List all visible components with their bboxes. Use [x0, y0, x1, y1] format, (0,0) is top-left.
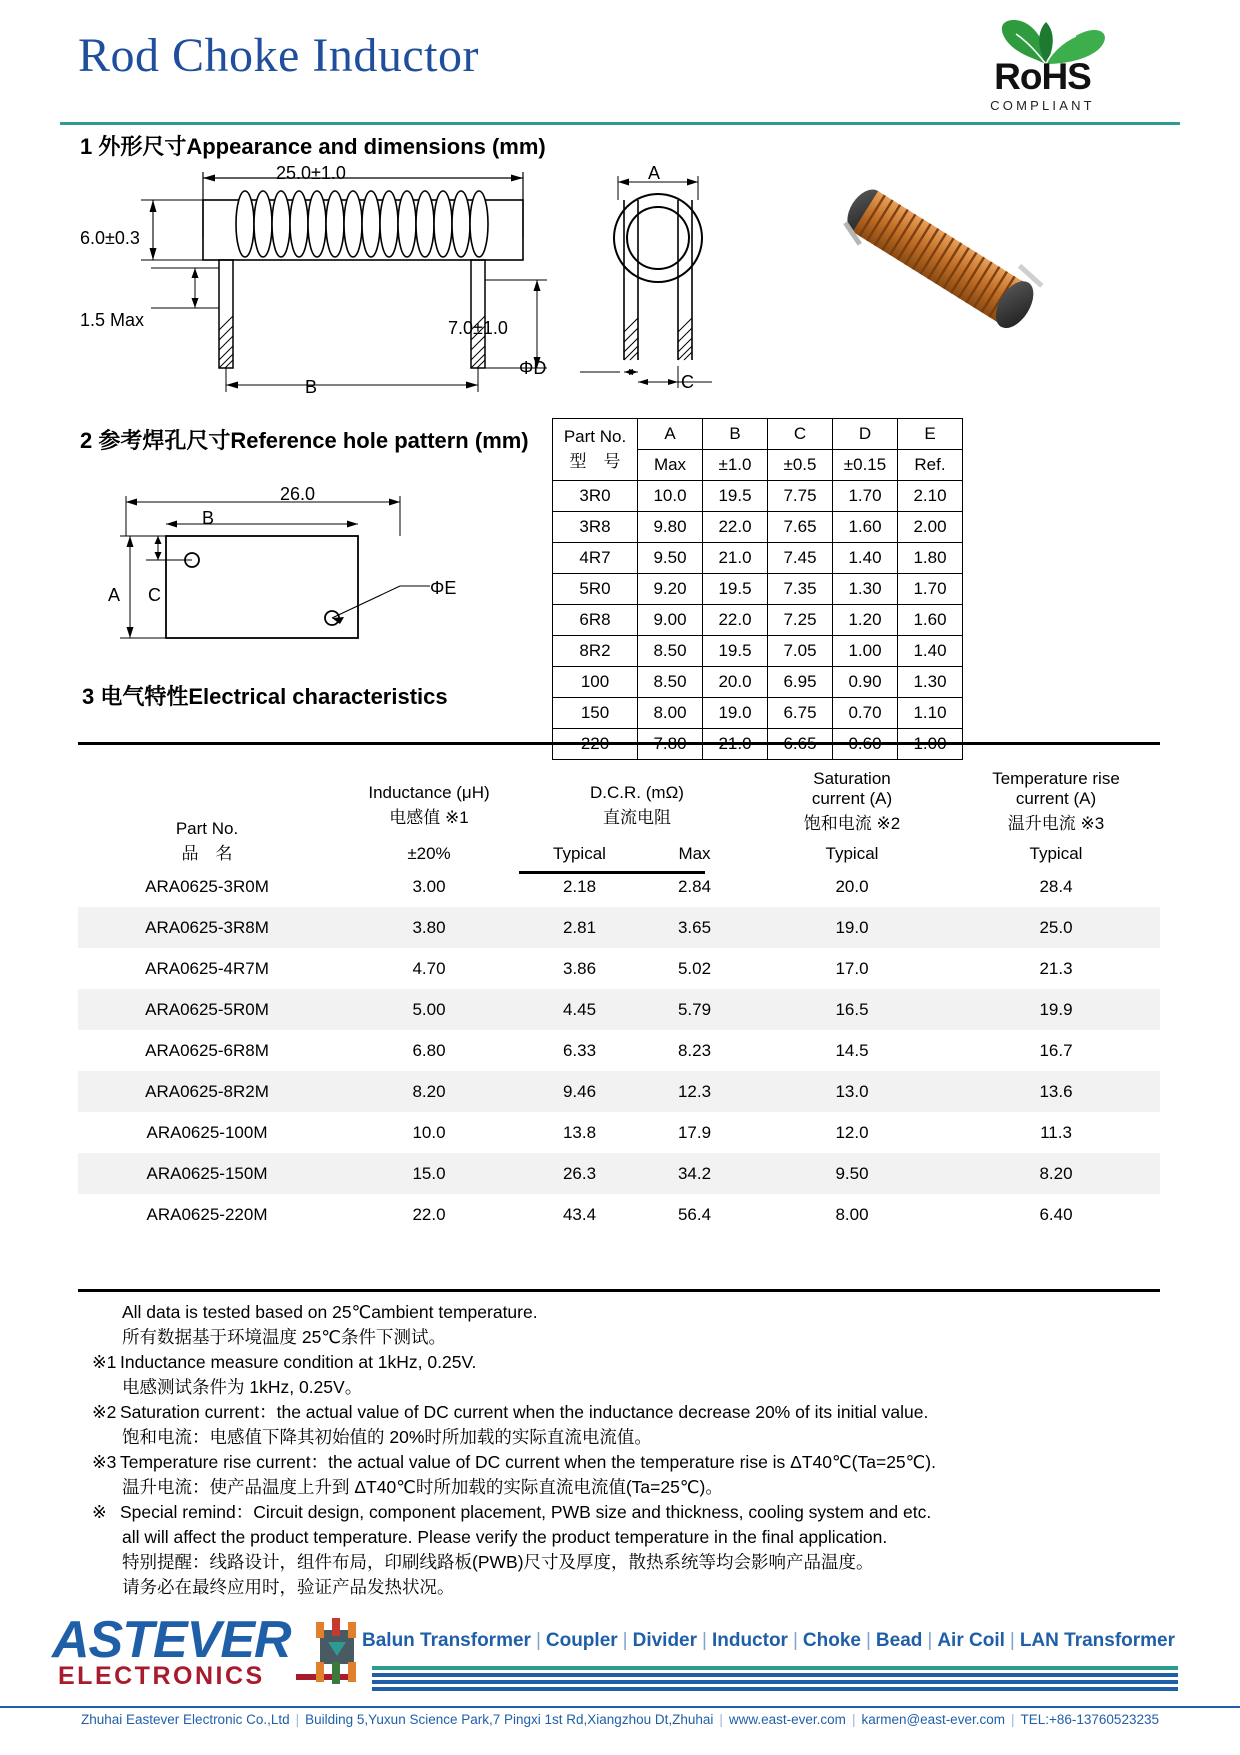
etable-header-inductance	[336, 746, 522, 866]
dim-a: 9.50	[638, 543, 703, 574]
dimtable-tol-c: ±0.5	[768, 450, 833, 481]
dim-c: 7.75	[768, 481, 833, 512]
dim-b: 22.0	[703, 605, 768, 636]
elec-dcr-typ: 13.8	[562, 1122, 597, 1142]
section-heading-hole-pattern: 2 参考焊孔尺寸Reference hole pattern (mm)	[80, 428, 529, 453]
company-email[interactable]: karmen@east-ever.com	[861, 1712, 1005, 1727]
product-balun-transformer[interactable]: Balun Transformer	[362, 1630, 531, 1651]
side-view-drawing	[580, 160, 780, 390]
dim-d: 1.00	[833, 636, 898, 667]
etable-tmp-cn: 温升电流 ※3	[1007, 814, 1105, 833]
product-bead[interactable]: Bead	[875, 1630, 923, 1651]
hole-c-label: C	[148, 585, 161, 605]
dim-e: 1.60	[898, 605, 963, 636]
etable-part-en: Part No.	[175, 819, 239, 838]
page-footer	[0, 1606, 1240, 1755]
elec-isat: 13.0	[835, 1081, 869, 1101]
dim-pn: 100	[553, 667, 638, 698]
table-row	[553, 605, 963, 636]
note-3-en: Temperature rise current：the actual value of DC current when the temperature rise is ΔT40℃(Ta=25℃).	[120, 1452, 936, 1472]
elec-irms: 19.9	[1039, 999, 1073, 1019]
product-list	[362, 1630, 1175, 1652]
etable-header-part	[78, 746, 336, 866]
divider: |	[295, 1712, 300, 1727]
elec-dcr-max: 56.4	[677, 1204, 712, 1224]
note-4-cn1: 特别提醒：线路设计，组件布局，印刷线路板(PWB)尺寸及厚度，散热系统等均会影响产品温度。	[122, 1552, 874, 1572]
elec-isat: 19.0	[835, 917, 869, 937]
product-photo	[790, 158, 1090, 358]
product-choke[interactable]: Choke	[802, 1630, 861, 1651]
dim-c: 7.25	[768, 605, 833, 636]
etable-tmp-en1: Temperature rise	[992, 769, 1120, 788]
dimtable-col-d: D	[833, 419, 898, 450]
note-1-en: Inductance measure condition at 1kHz, 0.25V.	[120, 1352, 477, 1372]
footer-divider	[0, 1706, 1240, 1708]
dim-a: 8.50	[638, 667, 703, 698]
dimtable-tol-a: Max	[638, 450, 703, 481]
elec-dcr-max: 3.65	[677, 917, 712, 937]
divider: |	[865, 1630, 871, 1651]
etable-tmp-typical: Typical	[1029, 844, 1083, 863]
etable-sat-en1: Saturation	[813, 769, 891, 788]
dim-a: 8.00	[638, 698, 703, 729]
dim-pn: 150	[553, 698, 638, 729]
elec-inductance: 15.0	[412, 1163, 446, 1183]
footer-contact	[0, 1712, 1240, 1727]
dim-lead-width-label: 1.5 Max	[80, 310, 145, 330]
elec-isat: 8.00	[835, 1204, 869, 1224]
rohs-compliant-logo	[950, 14, 1135, 114]
dim-pn: 3R0	[553, 481, 638, 512]
elec-isat: 14.5	[835, 1040, 869, 1060]
etable-sat-typical: Typical	[825, 844, 879, 863]
dim-span-b-label: B	[305, 377, 318, 397]
etable-part-cn: 品 名	[181, 844, 233, 863]
rohs-label: RoHS	[994, 56, 1091, 97]
elec-irms: 28.4	[1039, 876, 1073, 896]
elec-isat: 16.5	[835, 999, 869, 1019]
etable-header-temprise	[952, 746, 1160, 866]
product-coupler[interactable]: Coupler	[545, 1630, 618, 1651]
dimtable-tol-b: ±1.0	[703, 450, 768, 481]
elec-dcr-max: 12.3	[677, 1081, 712, 1101]
elec-irms: 13.6	[1039, 1081, 1073, 1101]
dim-e: 1.10	[898, 698, 963, 729]
dim-a: 10.0	[638, 481, 703, 512]
etable-ind-tol: ±20%	[407, 844, 451, 863]
elec-irms: 11.3	[1040, 1122, 1072, 1142]
table-row	[553, 636, 963, 667]
dim-a: 8.50	[638, 636, 703, 667]
elec-inductance: 10.0	[412, 1122, 446, 1142]
etable-header-dcr	[522, 746, 752, 866]
elec-part: ARA0625-5R0M	[145, 999, 269, 1019]
elec-irms: 25.0	[1039, 917, 1073, 937]
dim-d: 1.60	[833, 512, 898, 543]
elec-part: ARA0625-220M	[146, 1204, 268, 1224]
table-row	[553, 698, 963, 729]
dim-b: 19.5	[703, 481, 768, 512]
table-row	[553, 667, 963, 698]
etable-ind-cn: 电感值 ※1	[389, 808, 469, 827]
company-telephone: TEL:+86-13760523235	[1020, 1712, 1159, 1727]
dim-e: 1.40	[898, 636, 963, 667]
elec-inductance: 3.80	[412, 917, 446, 937]
table-row	[78, 1112, 1160, 1153]
note-4-en1: Special remind：Circuit design, component placement, PWB size and thickness, cooling system and etc.	[120, 1502, 932, 1522]
etable-header-row	[78, 746, 1160, 866]
dim-e: 2.10	[898, 481, 963, 512]
table-row	[553, 543, 963, 574]
hole-b-label: B	[202, 508, 215, 528]
elec-dcr-typ: 6.33	[562, 1040, 597, 1060]
hole-a-label: A	[108, 585, 121, 605]
product-lan-transformer[interactable]: LAN Transformer	[1019, 1630, 1176, 1651]
dim-c: 6.95	[768, 667, 833, 698]
elec-inductance: 3.00	[412, 876, 446, 896]
elec-irms: 8.20	[1039, 1163, 1073, 1183]
footer-stripes	[372, 1666, 1178, 1692]
dim-lead-length-label: 7.0±1.0	[448, 318, 508, 338]
dimtable-col-e: E	[898, 419, 963, 450]
note-marker-2: ※2	[92, 1402, 117, 1422]
etable-dcr-en: D.C.R. (mΩ)	[590, 783, 684, 802]
dim-d: 1.30	[833, 574, 898, 605]
table-row	[78, 1194, 1160, 1235]
divider: |	[927, 1630, 933, 1651]
notes-block	[92, 1300, 1172, 1600]
table-row	[78, 948, 1160, 989]
elec-isat: 9.50	[835, 1163, 869, 1183]
elec-dcr-max: 5.02	[677, 958, 712, 978]
note-4-en2: all will affect the product temperature. Please verify the product temperature in the final application.	[122, 1527, 888, 1547]
etable-top-rule	[78, 742, 1160, 745]
note-4-cn2: 请务必在最终应用时，验证产品发热状况。	[122, 1577, 455, 1597]
dim-pn: 6R8	[553, 605, 638, 636]
dim-d: 0.90	[833, 667, 898, 698]
table-row	[78, 989, 1160, 1030]
dimtable-col-a: A	[638, 419, 703, 450]
dim-b: 20.0	[703, 667, 768, 698]
elec-dcr-typ: 3.86	[562, 958, 597, 978]
etable-dcr-typical: Typical	[553, 844, 606, 863]
etable-dcr-cn: 直流电阻	[603, 808, 671, 827]
dimtable-header-row	[553, 419, 963, 450]
table-row	[553, 512, 963, 543]
dimtable-part-cn: 型 号	[569, 452, 621, 471]
dimtable-tol-d: ±0.15	[833, 450, 898, 481]
header-divider	[60, 122, 1180, 125]
note-ambient-cn: 所有数据基于环境温度 25℃条件下测试。	[122, 1327, 446, 1347]
table-row	[78, 1030, 1160, 1071]
dim-c: 6.75	[768, 698, 833, 729]
etable-tmp-en2: current (A)	[1015, 789, 1097, 808]
elec-inductance: 6.80	[412, 1040, 446, 1060]
product-divider[interactable]: Divider	[632, 1630, 698, 1651]
table-row	[78, 1071, 1160, 1112]
company-logo-electronics: ELECTRONICS	[58, 1662, 265, 1690]
electrical-characteristics-table	[78, 746, 1160, 1235]
note-marker-3: ※3	[92, 1452, 117, 1472]
dim-pn: 5R0	[553, 574, 638, 605]
etable-dcr-max: Max	[678, 844, 711, 863]
dim-c-label: C	[681, 372, 694, 392]
elec-inductance: 22.0	[412, 1204, 446, 1224]
elec-inductance: 5.00	[412, 999, 446, 1019]
elec-dcr-typ: 26.3	[562, 1163, 597, 1183]
divider: |	[719, 1712, 723, 1727]
page-title: Rod Choke Inductor	[78, 29, 479, 82]
hole-phie-label: ΦE	[430, 578, 457, 598]
elec-isat: 20.0	[835, 876, 869, 896]
elec-part: ARA0625-100M	[146, 1122, 268, 1142]
elec-dcr-typ: 43.4	[562, 1204, 597, 1224]
dim-a: 9.20	[638, 574, 703, 605]
elec-dcr-max: 2.84	[677, 876, 712, 896]
dim-d: 0.70	[833, 698, 898, 729]
dim-c: 7.05	[768, 636, 833, 667]
elec-inductance: 4.70	[412, 958, 446, 978]
divider: |	[1009, 1630, 1015, 1651]
dimtable-col-b: B	[703, 419, 768, 450]
dim-phid-label: ΦD	[519, 358, 547, 378]
elec-part: ARA0625-4R7M	[145, 958, 269, 978]
divider: |	[702, 1630, 707, 1651]
note-ambient-en: All data is tested based on 25℃ambient temperature.	[122, 1302, 538, 1322]
dim-e: 1.80	[898, 543, 963, 574]
elec-dcr-max: 5.79	[677, 999, 712, 1019]
elec-dcr-typ: 2.18	[562, 876, 597, 896]
dim-b: 22.0	[703, 512, 768, 543]
dim-b: 19.5	[703, 574, 768, 605]
dim-pn: 8R2	[553, 636, 638, 667]
etable-sat-cn: 饱和电流 ※2	[803, 814, 901, 833]
dim-b: 21.0	[703, 543, 768, 574]
dim-pn: 3R8	[553, 512, 638, 543]
dimension-table	[552, 418, 963, 760]
company-website[interactable]: www.east-ever.com	[728, 1712, 846, 1727]
etable-ind-en: Inductance (μH)	[368, 783, 490, 802]
divider: |	[851, 1712, 856, 1727]
component-icon	[306, 1612, 368, 1702]
company-address: Building 5,Yuxun Science Park,7 Pingxi 1st Rd,Xiangzhou Dt,Zhuhai	[305, 1712, 714, 1727]
dim-c: 7.45	[768, 543, 833, 574]
elec-part: ARA0625-6R8M	[145, 1040, 269, 1060]
dim-c: 7.65	[768, 512, 833, 543]
elec-dcr-max: 17.9	[677, 1122, 712, 1142]
elec-irms: 16.7	[1039, 1040, 1073, 1060]
elec-irms: 21.3	[1039, 958, 1073, 978]
etable-header-saturation	[752, 746, 952, 866]
table-row	[78, 907, 1160, 948]
dimtable-part-en: Part No.	[563, 427, 627, 446]
dim-d: 1.20	[833, 605, 898, 636]
table-row	[78, 866, 1160, 907]
elec-isat: 17.0	[835, 958, 869, 978]
dim-c: 7.35	[768, 574, 833, 605]
note-2-en: Saturation current：the actual value of DC current when the inductance decrease 20% of its initial value.	[120, 1402, 929, 1422]
etable-bottom-rule	[78, 1289, 1160, 1292]
dim-a: 9.00	[638, 605, 703, 636]
elec-inductance: 8.20	[412, 1081, 446, 1101]
product-inductor[interactable]: Inductor	[711, 1630, 788, 1651]
dim-d: 1.70	[833, 481, 898, 512]
elec-isat: 12.0	[835, 1122, 869, 1142]
dim-e: 1.30	[898, 667, 963, 698]
dim-length-label: 25.0±1.0	[276, 163, 346, 183]
front-view-drawing	[95, 160, 565, 400]
dim-e: 1.70	[898, 574, 963, 605]
dim-d: 1.40	[833, 543, 898, 574]
elec-part: ARA0625-150M	[146, 1163, 268, 1183]
note-marker-4: ※	[92, 1502, 107, 1522]
divider: |	[1010, 1712, 1015, 1727]
divider: |	[535, 1630, 541, 1651]
note-3-cn: 温升电流：使产品温度上升到 ΔT40℃时所加载的实际直流电流值(Ta=25℃)。	[122, 1477, 723, 1497]
note-1-cn: 电感测试条件为 1kHz, 0.25V。	[122, 1377, 363, 1397]
company-logo-astever: ASTEVER	[52, 1611, 291, 1669]
divider: |	[622, 1630, 628, 1651]
dim-a-label: A	[648, 163, 661, 183]
elec-dcr-max: 8.23	[677, 1040, 712, 1060]
note-marker-1: ※1	[92, 1352, 117, 1372]
elec-dcr-typ: 9.46	[562, 1081, 597, 1101]
etable-sat-en2: current (A)	[811, 789, 893, 808]
elec-dcr-max: 34.2	[677, 1163, 712, 1183]
section-heading-appearance: 1 外形尺寸Appearance and dimensions (mm)	[80, 134, 546, 159]
elec-dcr-typ: 4.45	[562, 999, 597, 1019]
dim-b: 19.0	[703, 698, 768, 729]
table-row	[78, 1153, 1160, 1194]
dimtable-tol-e: Ref.	[898, 450, 963, 481]
table-row	[553, 574, 963, 605]
dimtable-col-c: C	[768, 419, 833, 450]
elec-part: ARA0625-3R0M	[145, 876, 269, 896]
dim-b: 19.5	[703, 636, 768, 667]
dim-pn: 4R7	[553, 543, 638, 574]
hole-outer-label: 26.0	[280, 484, 316, 504]
dim-a: 9.80	[638, 512, 703, 543]
dimtable-part-header	[553, 419, 638, 481]
hole-pattern-drawing	[100, 478, 520, 678]
rohs-compliant-label: COMPLIANT	[990, 98, 1095, 113]
elec-part: ARA0625-8R2M	[145, 1081, 269, 1101]
elec-dcr-typ: 2.81	[562, 917, 597, 937]
section-heading-electrical: 3 电气特性Electrical characteristics	[82, 684, 448, 709]
table-row	[553, 481, 963, 512]
company-name: Zhuhai Eastever Electronic Co.,Ltd	[81, 1712, 290, 1727]
product-air-coil[interactable]: Air Coil	[937, 1630, 1005, 1651]
dim-height-label: 6.0±0.3	[80, 228, 140, 248]
note-2-cn: 饱和电流：电感值下降其初始值的 20%时所加载的实际直流电流值。	[122, 1427, 652, 1447]
elec-irms: 6.40	[1039, 1204, 1073, 1224]
dim-e: 2.00	[898, 512, 963, 543]
elec-part: ARA0625-3R8M	[145, 917, 269, 937]
divider: |	[792, 1630, 798, 1651]
